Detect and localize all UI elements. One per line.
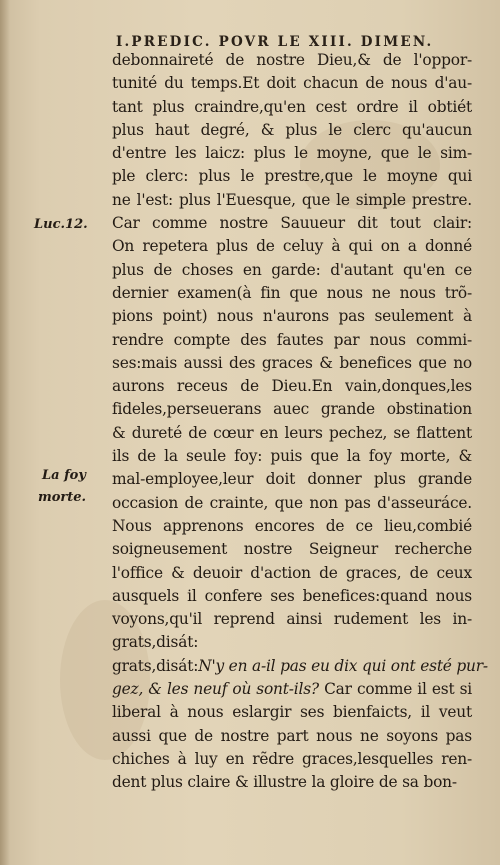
text-line: chiches à luy en rẽdre graces,lesquelles ren- bbox=[112, 749, 472, 768]
italic-quotation: gez, & les neuf où sont-ils? bbox=[112, 680, 319, 699]
text-line: debonnaireté de nostre Dieu,& de l'oppor- bbox=[112, 51, 472, 69]
italic-quotation: N'y en a-il pas eu dix qui ont esté pur- bbox=[198, 656, 488, 675]
text-line: plus de choses en garde: d'autant qu'en ce bbox=[112, 260, 472, 279]
text-line: Nous apprenons encores de ce lieu,combié bbox=[112, 516, 472, 535]
text-line: mal-employee,leur doit donner plus grande bbox=[112, 470, 472, 489]
text-line-with-quote bbox=[112, 678, 472, 701]
text-line: fideles,perseuerans auec grande obstination bbox=[112, 400, 472, 419]
margin-note-morte: morte. bbox=[38, 490, 87, 505]
running-head: I.PREDIC. POVR LE XIII. DIMEN. bbox=[116, 34, 434, 50]
text-line: ausquels il confere ses benefices:quand nous bbox=[112, 586, 472, 605]
text-line: l'office & deuoir d'action de graces, de ceux bbox=[112, 563, 472, 582]
text-line: voyons,qu'il reprend ainsi rudement les in- bbox=[112, 610, 472, 629]
text-line: tunité du temps.Et doit chacun de nous d'au- bbox=[112, 74, 472, 93]
text-line: & dureté de cœur en leurs pechez, se flattent bbox=[112, 423, 472, 442]
margin-note-citation: Luc.12. bbox=[34, 217, 88, 232]
text-line: On repetera plus de celuy à qui on a donné bbox=[112, 237, 472, 256]
text-line-with-quote bbox=[112, 655, 488, 678]
text-line: dent plus claire & illustre la gloire de sa bon- bbox=[112, 773, 457, 792]
text-line: d'entre les laicz: plus le moyne, que le sim- bbox=[112, 144, 472, 163]
text-line: ple clerc: plus le prestre,que le moyne qui bbox=[112, 167, 472, 186]
text-line: occasion de crainte, que non pas d'asseuráce. bbox=[112, 493, 472, 512]
text-line: soigneusement nostre Seigneur recherche bbox=[112, 540, 472, 559]
text-line: grats,disát: bbox=[112, 633, 199, 652]
text-line: liberal à nous eslargir ses bienfaicts, il veut bbox=[112, 703, 472, 722]
text-line: aussi que de nostre part nous ne soyons pas bbox=[112, 726, 472, 745]
text-line: aurons receus de Dieu.En vain,donques,les bbox=[112, 377, 472, 396]
page-gutter-shadow bbox=[0, 0, 10, 865]
text-line: ils de la seule foy: puis que la foy morte, & bbox=[112, 447, 472, 466]
text-line: pions point) nous n'aurons pas seulement à bbox=[112, 307, 472, 326]
text-line: ses:mais aussi des graces & benefices que no bbox=[112, 353, 472, 372]
body-text bbox=[112, 49, 488, 795]
text-span: grats,disát: bbox=[112, 656, 199, 675]
text-line: rendre compte des fautes par nous commi- bbox=[112, 330, 472, 349]
text-span: Car comme il est si bbox=[318, 680, 472, 699]
text-line: ne l'est: plus l'Euesque, que le simple prestre. bbox=[112, 190, 472, 209]
text-line: dernier examen(à fin que nous ne nous trõ- bbox=[112, 283, 472, 302]
text-line: Car comme nostre Sauueur dit tout clair: bbox=[112, 214, 472, 233]
margin-note-la-foy: La foy bbox=[42, 468, 86, 483]
text-line: plus haut degré, & plus le clerc qu'aucun bbox=[112, 120, 472, 139]
text-line: tant plus craindre,qu'en cest ordre il obtiét bbox=[112, 97, 472, 116]
